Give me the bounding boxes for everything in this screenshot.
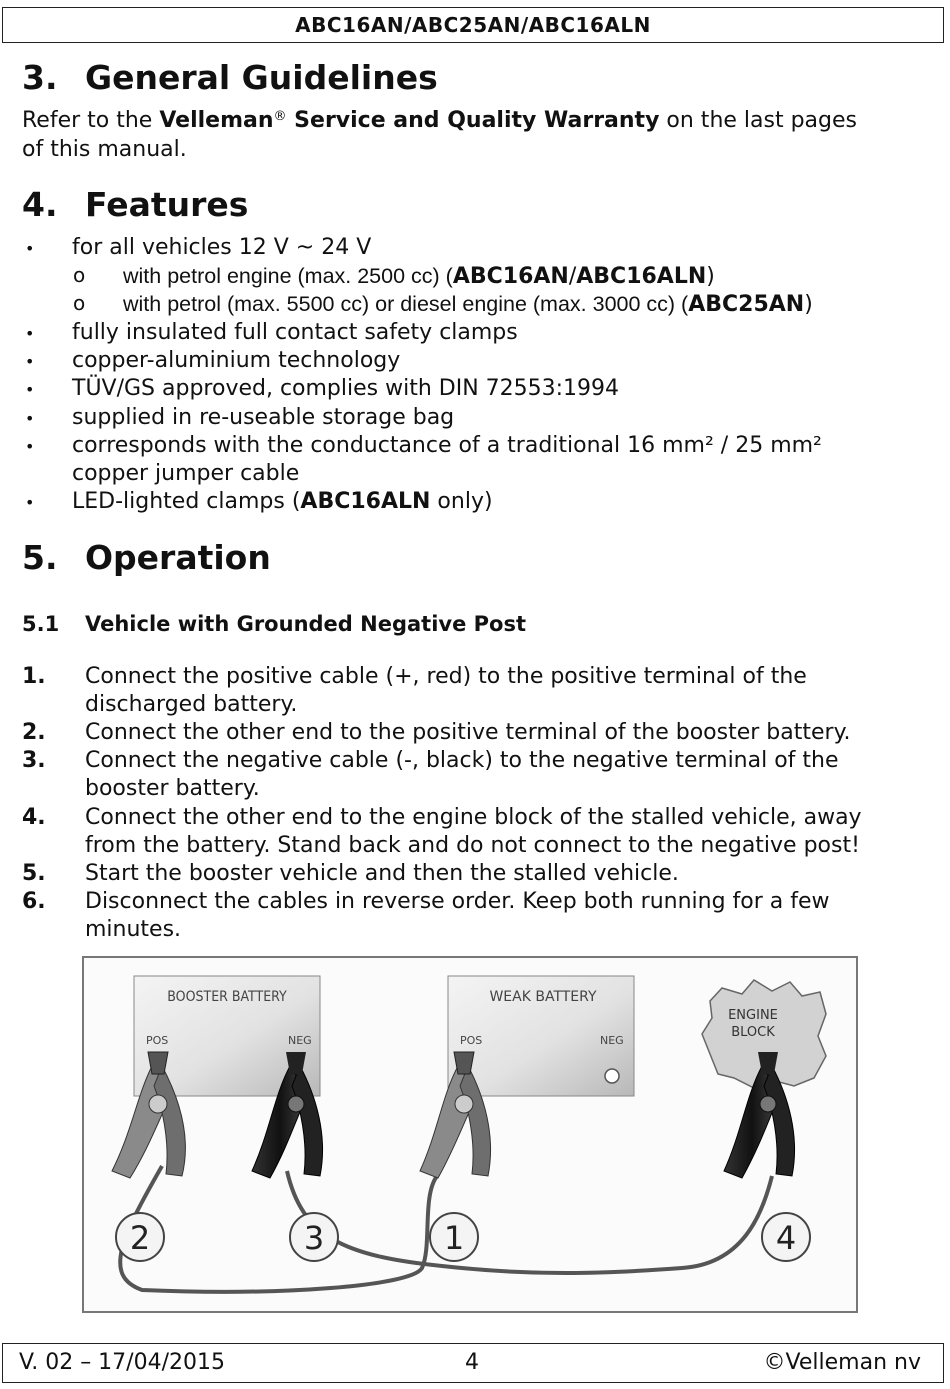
- feature-text: ): [706, 264, 715, 289]
- header-title: ABC16AN/ABC25AN/ABC16ALN: [295, 13, 651, 37]
- step-text: [85, 860, 679, 888]
- feature-item: [72, 234, 371, 262]
- feature-text: copper-aluminium technology: [72, 348, 401, 373]
- section-3-paragraph: [22, 107, 922, 164]
- warranty-name: Service and Quality Warranty: [286, 108, 660, 133]
- sub-bullet-icon: o: [73, 263, 86, 287]
- step-line: booster battery.: [85, 776, 260, 801]
- step-4-label: 4: [775, 1219, 797, 1257]
- section-4-title: Features: [85, 185, 249, 224]
- section-5-heading: [22, 538, 271, 577]
- bullet-icon: •: [25, 493, 35, 512]
- step-text: [85, 804, 862, 860]
- section-4-number: 4.: [22, 185, 58, 224]
- step-number: 1.: [22, 664, 46, 689]
- footer-version: V. 02 – 17/04/2015: [19, 1350, 225, 1375]
- section-3-title: General Guidelines: [85, 58, 438, 97]
- step-2-label: 2: [129, 1219, 151, 1257]
- feature-text: ): [804, 292, 813, 317]
- step-number: 2.: [22, 720, 46, 745]
- footer-page-number: 4: [465, 1350, 479, 1375]
- feature-item: [72, 319, 518, 347]
- weak-battery-label: WEAK BATTERY: [489, 989, 597, 1005]
- step-text: [85, 663, 807, 719]
- feature-text: with petrol (max. 5500 cc) or diesel engine (max. 3000 cc) (: [123, 292, 689, 316]
- booster-battery-label: BOOSTER BATTERY: [167, 989, 287, 1005]
- bullet-icon: •: [25, 239, 35, 258]
- model-name: ABC16AN: [452, 264, 569, 289]
- bullet-icon: •: [25, 380, 35, 399]
- document-header: [2, 7, 944, 43]
- step-number: 4.: [22, 805, 46, 830]
- feature-text: fully insulated full contact safety clamps: [72, 320, 518, 345]
- step-line: minutes.: [85, 917, 182, 942]
- feature-text: copper jumper cable: [72, 461, 300, 486]
- bullet-icon: •: [25, 437, 35, 456]
- document-footer: [2, 1343, 944, 1383]
- sub-bullet-icon: o: [73, 291, 86, 315]
- section-3-number: 3.: [22, 58, 58, 97]
- model-name: ABC16ALN: [576, 264, 707, 289]
- feature-text: supplied in re-useable storage bag: [72, 405, 455, 430]
- step-1-label: 1: [443, 1219, 465, 1257]
- weak-pos-label: POS: [460, 1034, 483, 1047]
- bullet-icon: •: [25, 352, 35, 371]
- section-3-heading: [22, 58, 438, 97]
- section-5-title: Operation: [85, 538, 271, 577]
- booster-neg-label: NEG: [288, 1034, 312, 1047]
- text-run: Refer to the: [22, 108, 160, 133]
- step-line: Connect the other end to the engine block of the stalled vehicle, away: [85, 805, 862, 830]
- step-line: Connect the positive cable (+, red) to the positive terminal of the: [85, 664, 807, 689]
- model-name: ABC16ALN: [300, 489, 431, 514]
- feature-item: [72, 432, 822, 488]
- feature-item: [72, 404, 454, 432]
- text-run: on the last pages: [659, 108, 857, 133]
- step-line: Connect the other end to the positive terminal of the booster battery.: [85, 720, 851, 745]
- step-line: Connect the negative cable (-, black) to the negative terminal of the: [85, 748, 839, 773]
- feature-subitem: [123, 262, 715, 291]
- bullet-icon: •: [25, 324, 35, 343]
- step-text: [85, 719, 850, 747]
- feature-text: TÜV/GS approved, complies with DIN 72553:1994: [72, 376, 620, 401]
- text-run: of this manual.: [22, 136, 187, 162]
- jumper-cable-diagram: [82, 956, 858, 1313]
- section-5-number: 5.: [22, 538, 58, 577]
- step-text: [85, 747, 839, 803]
- weak-neg-terminal: [605, 1069, 619, 1083]
- bullet-icon: •: [25, 409, 35, 428]
- step-line: Start the booster vehicle and then the stalled vehicle.: [85, 861, 679, 886]
- weak-neg-label: NEG: [600, 1034, 624, 1047]
- footer-copyright: ©Velleman nv: [763, 1350, 921, 1375]
- engine-label-line1: ENGINE: [728, 1008, 778, 1023]
- subsection-5-1-heading: [22, 612, 526, 636]
- feature-item: [72, 488, 493, 516]
- step-line: from the battery. Stand back and do not connect to the negative post!: [85, 833, 860, 858]
- step-3-label: 3: [303, 1219, 325, 1257]
- feature-text: /: [568, 264, 577, 289]
- feature-item: [72, 347, 400, 375]
- feature-item: [72, 375, 619, 403]
- feature-text: with petrol engine (max. 2500 cc) (: [123, 264, 453, 288]
- feature-text: for all vehicles 12 V ~ 24 V: [72, 235, 372, 260]
- step-number: 5.: [22, 861, 46, 886]
- feature-text: corresponds with the conductance of a traditional 16 mm² / 25 mm²: [72, 433, 822, 458]
- feature-text: only): [430, 489, 493, 514]
- step-number: 3.: [22, 748, 46, 773]
- registered-mark: ®: [273, 109, 287, 124]
- step-line: Disconnect the cables in reverse order. Keep both running for a few: [85, 889, 830, 914]
- step-text: [85, 888, 830, 944]
- model-name: ABC25AN: [688, 292, 805, 317]
- section-4-heading: [22, 185, 248, 224]
- engine-label-line2: BLOCK: [731, 1025, 775, 1040]
- step-line: discharged battery.: [85, 692, 298, 717]
- subsection-number: 5.1: [22, 612, 60, 636]
- feature-text: LED-lighted clamps (: [72, 489, 301, 514]
- step-number: 6.: [22, 889, 46, 914]
- subsection-title: Vehicle with Grounded Negative Post: [85, 612, 526, 636]
- feature-subitem: [123, 290, 813, 319]
- booster-pos-label: POS: [146, 1034, 169, 1047]
- brand-name: Velleman: [159, 108, 274, 133]
